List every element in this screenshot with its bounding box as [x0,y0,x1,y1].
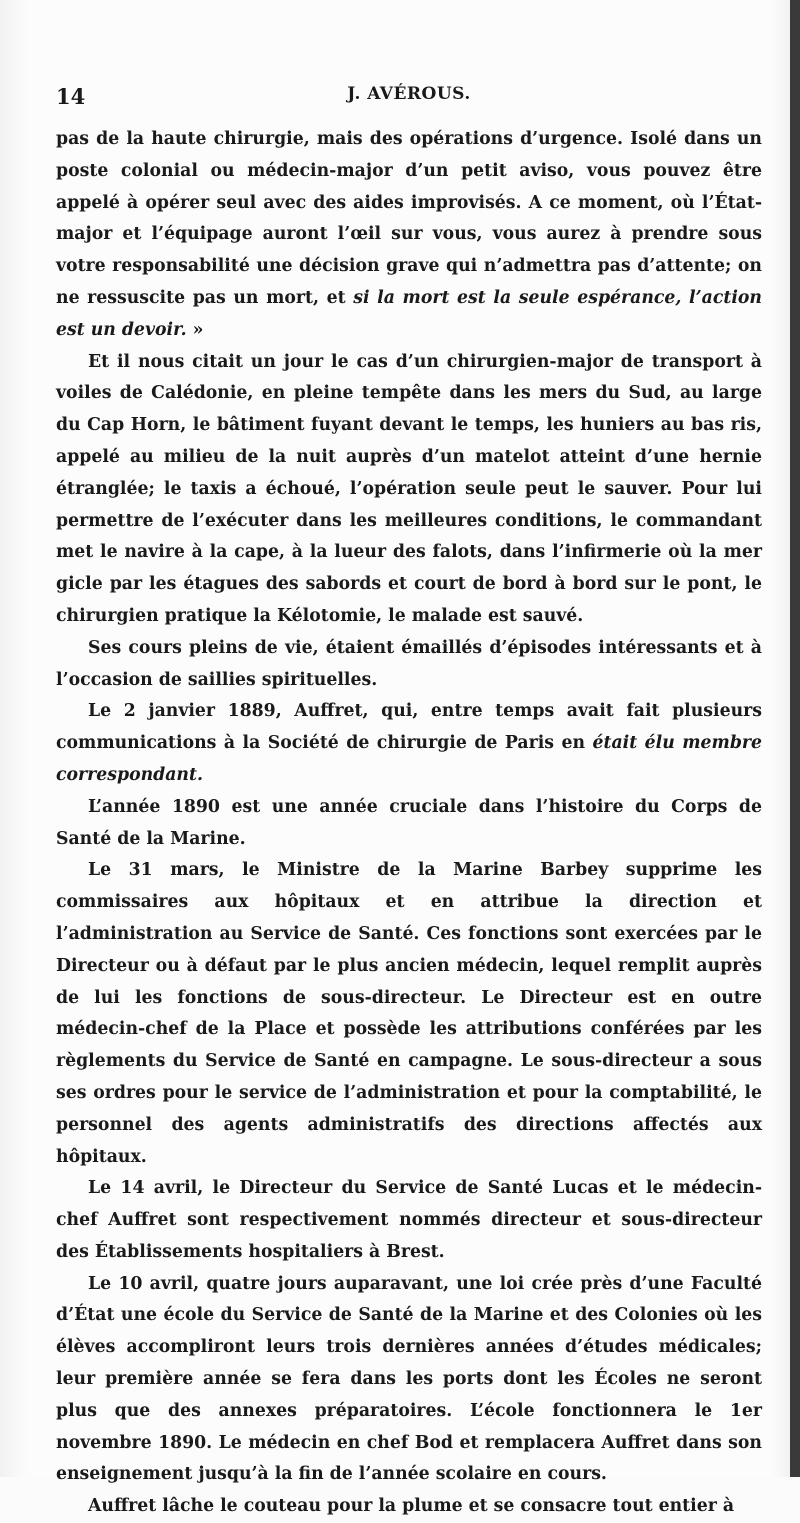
paragraph [56,1269,762,1492]
paragraph [56,792,762,856]
running-head: J. AVÉROUS. [347,84,471,104]
text-segment: Le 14 avril, le Directeur du Service de Santé Lucas et le médecin-chef Auffret sont respectivement nommés directeur et sous-directeur des Établissements hospitaliers à Brest. [56,1178,762,1262]
text-segment: Ses cours pleins de vie, étaient émaillés d’épisodes intéressants et à l’occasion de saillies spirituelles. [56,637,762,690]
text-segment: Auffret lâche le couteau pour la plume et se consacre tout entier à [88,1496,735,1517]
paragraph [56,1491,762,1523]
text-segment: Le 31 mars, le Ministre de la Marine Barbey supprime les commissaires aux hôpitaux et en attribue la direction et l’administration au Service de Santé. Ces fonctions sont exercées par le Directeur ou à défaut par le plus ancien médecin, lequel remplit auprès de lui les fonctions de sous-directeur. Le Directeur est en outre médecin-chef de la Place et possède les attributions conférées par les règlements du Service de Santé en campagne. Le sous-directeur a sous ses ordres pour le service de l’administration et pour la comptabilité, le personnel des agents administratifs des directions affectés aux hôpitaux. [56,860,762,1167]
paragraph [56,696,762,791]
paragraph [56,633,762,697]
paragraph [56,347,762,633]
page-header [56,84,762,116]
text-segment: » [186,319,204,340]
text-segment: Et il nous citait un jour le cas d’un chirurgien-major de transport à voiles de Calédonie, en pleine tempête dans les mers du Sud, au large du Cap Horn, le bâtiment fuyant devant le temps, les huniers au bas ris, appelé au milieu de la nuit auprès d’un matelot atteint d’une hernie étranglée; le taxis a échoué, l’opération seule peut le sauver. Pour lui permettre de l’exécuter dans les meilleures conditions, le commandant met le navire à la cape, à la lueur des falots, dans l’infirmerie où la mer gicle par les étagues des sabords et court de bord à bord sur le pont, le chirurgien pratique la Kélotomie, le malade est sauvé. [56,351,762,626]
italic-text: si la mort est la seule espérance, l’action est un devoir. [56,287,762,340]
text-segment: Le 10 avril, quatre jours auparavant, une loi crée près d’une Faculté d’État une école du Service de Santé de la Marine et des Colonies où les élèves accompliront leurs trois dernières années d’études médicales; leur première année se fera dans les ports dont les Écoles ne seront plus que des annexes préparatoires. L’école fonctionnera le 1er novembre 1890. Le médecin en chef Bod et remplacera Auffret dans son enseignement jusqu’à la fin de l’année scolaire en cours. [56,1273,762,1485]
page-number: 14 [56,84,86,109]
body-text [56,124,762,1523]
paragraph [56,1173,762,1268]
text-segment: Le 2 janvier 1889, Auffret, qui, entre temps avait fait plusieurs communications à la Société de chirurgie de Paris en [56,701,762,754]
text-segment: pas de la haute chirurgie, mais des opérations d’urgence. Isolé dans un poste colonial ou médecin-major d’un petit aviso, vous pouvez être appelé à opérer seul avec des aides improvisés. A ce moment, où l’État-major et l’équipage auront l’œil sur vous, vous aurez à prendre sous votre responsabilité une décision grave qui n’admettra pas d’attente; on ne ressuscite pas un mort, et [56,129,762,308]
text-segment: L’année 1890 est une année cruciale dans l’histoire du Corps de Santé de la Marine. [56,796,762,849]
paragraph [56,855,762,1173]
paragraph [56,124,762,347]
italic-text: était élu membre correspondant. [56,733,762,785]
